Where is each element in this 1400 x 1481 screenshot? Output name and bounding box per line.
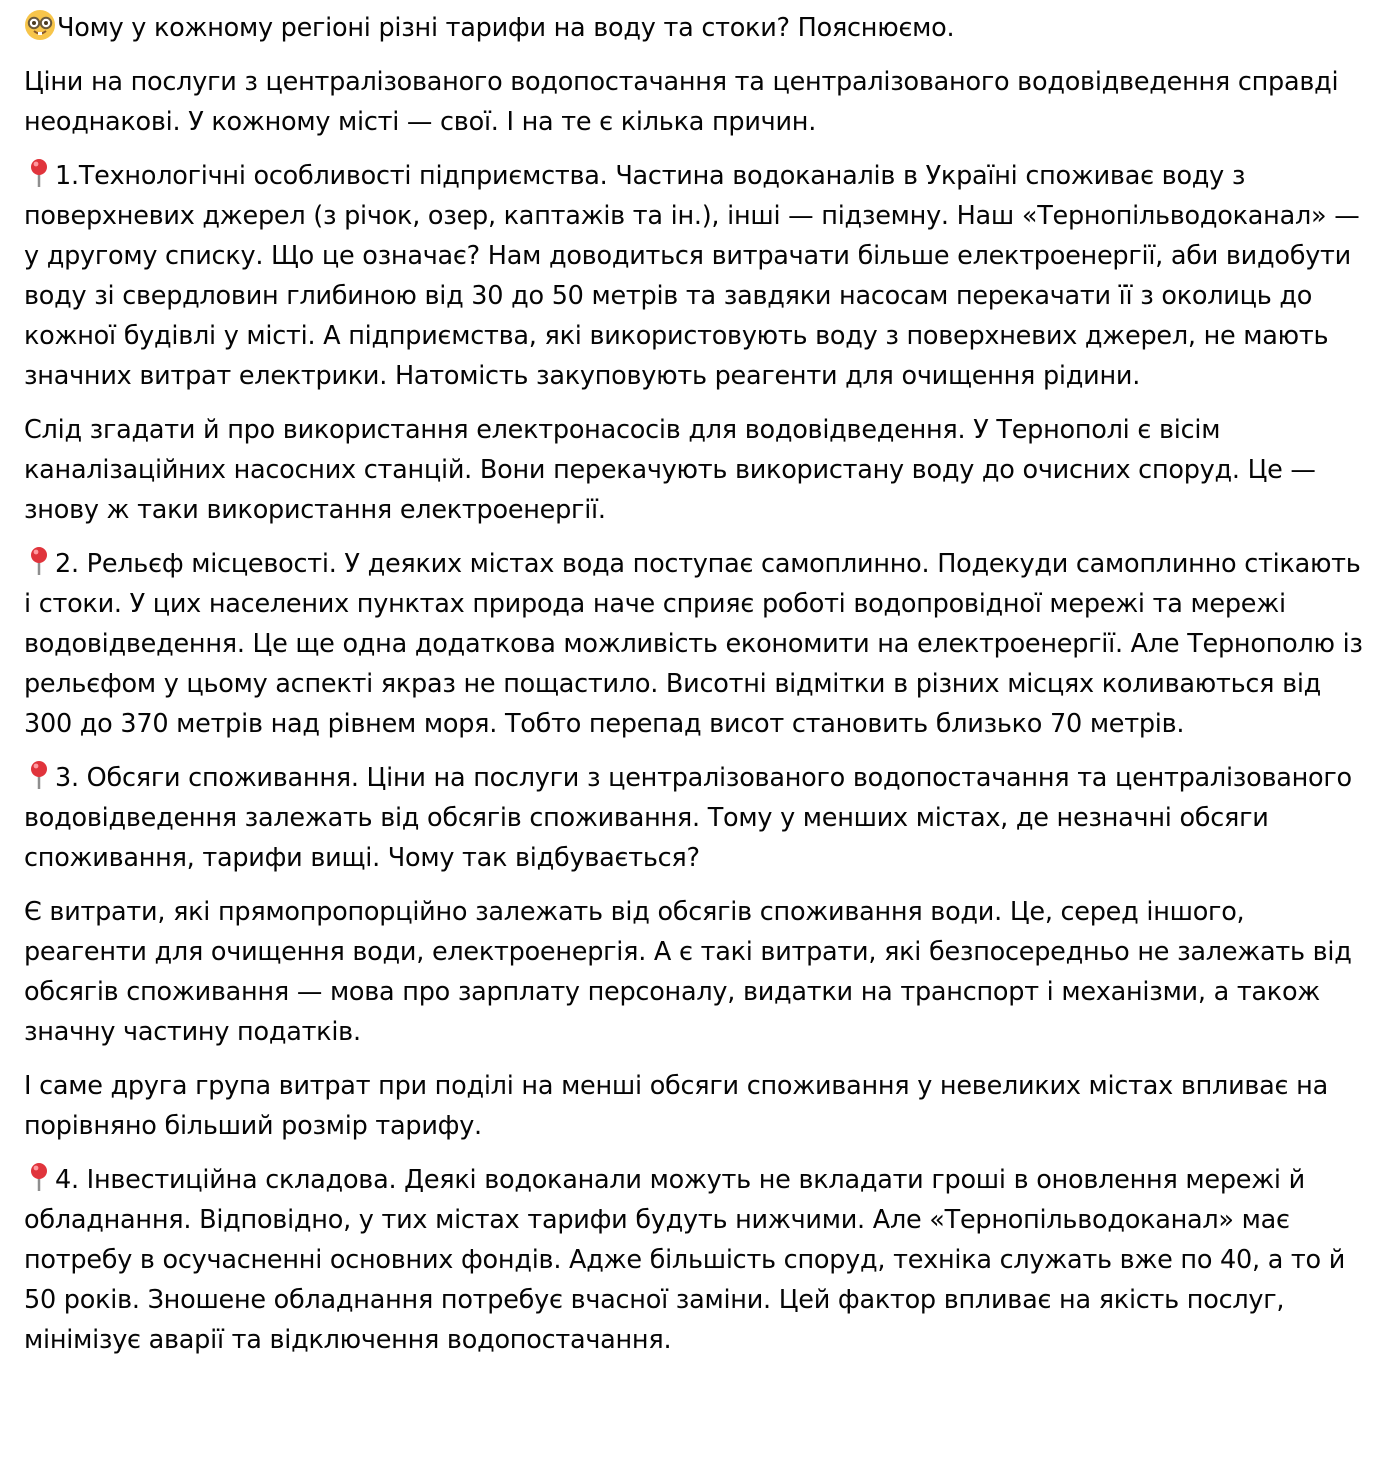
paragraph-point-2: 2. Рельєф місцевості. У деяких містах вода поступає самоплинно. Подекуди самоплинно стікають і стоки. У цих населених пунктах природа наче сприяє роботі водопровідної мережі та мережі водовідведення. Це ще одна додаткова можливість економити на електроенергії. Але Тернополю із рельєфом у цьому аспекті якраз не пощастило. Висотні відмітки в різних місцях коливаються від 300 до 370 метрів над рівнем моря. Тобто перепад висот становить близько 70 метрів. [24, 544, 1374, 744]
pushpin-icon [24, 759, 54, 791]
post-title: Чому у кожному регіоні різні тарифи на воду та стоки? Пояснюємо. [24, 8, 1374, 48]
pushpin-icon [24, 157, 54, 189]
paragraph-electropumps: Слід згадати й про використання електронасосів для водовідведення. У Тернополі є вісім каналізаційних насосних станцій. Вони перекачують використану воду до очисних споруд. Це — знову ж таки використання електроенергії. [24, 415, 1316, 525]
paragraph-intro: Ціни на послуги з централізованого водопостачання та централізованого водовідведення справді неоднакові. У кожному місті — свої. І на те є кілька причин. [24, 67, 1339, 137]
paragraph-point-4: 4. Інвестиційна складова. Деякі водоканали можуть не вкладати гроші в оновлення мережі й обладнання. Відповідно, у тих містах тарифи будуть нижчими. Але «Тернопільводоканал» має потребу в осучасненні основних фондів. Адже більшість споруд, техніка служать вже по 40, а то й 50 років. Зношене обладнання потребує вчасної заміни. Цей фактор впливає на якість послуг, мінімізує аварії та відключення водопостачання. [24, 1160, 1374, 1360]
paragraph-second-group: І саме друга група витрат при поділі на менші обсяги споживання у невеликих містах впливає на порівняно більший розмір тарифу. [24, 1071, 1328, 1141]
pushpin-icon [24, 1161, 54, 1193]
paragraph-point-3: 3. Обсяги споживання. Ціни на послуги з централізованого водопостачання та централізованого водовідведення залежать від обсягів споживання. Тому у менших містах, де незначні обсяги споживання, тарифи вищі. Чому так відбувається? [24, 758, 1374, 878]
nerd-face-icon [24, 9, 56, 41]
paragraph-costs: Є витрати, які прямопропорційно залежать від обсягів споживання води. Це, серед іншого, реагенти для очищення води, електроенергія. А є такі витрати, які безпосередньо не залежать від обсягів споживання — мова про зарплату персоналу, видатки на транспорт і механізми, а також значну частину податків. [24, 897, 1352, 1047]
paragraph-point-1: 1.Технологічні особливості підприємства. Частина водоканалів в Україні споживає воду з поверхневих джерел (з річок, озер, каптажів та ін.), інші — підземну. Наш «Тернопільводоканал» — у другому списку. Що це означає? Нам доводиться витрачати більше електроенергії, аби видобути воду зі свердловин глибиною від 30 до 50 метрів та завдяки насосам перекачати її з околиць до кожної будівлі у місті. А підприємства, які використовують воду з поверхневих джерел, не мають значних витрат електрики. Натомість закуповують реагенти для очищення рідини. [24, 156, 1374, 396]
pushpin-icon [24, 545, 54, 577]
